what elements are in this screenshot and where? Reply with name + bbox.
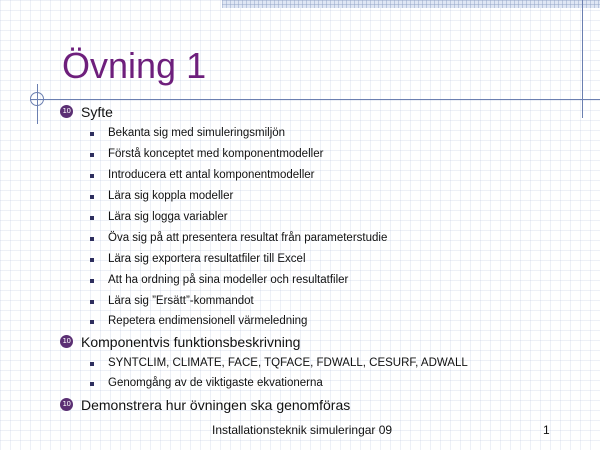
circled-ten-bullet-icon: 10 xyxy=(60,105,73,118)
list-item-text: Repetera endimensionell värmeledning xyxy=(108,315,308,327)
square-bullet-icon xyxy=(90,279,94,283)
square-bullet-icon xyxy=(90,362,94,366)
list-item-text: Lära sig exportera resultatfiler till Excel xyxy=(108,253,306,265)
square-bullet-icon xyxy=(90,258,94,262)
section-heading: Demonstrera hur övningen ska genomföras xyxy=(81,397,351,413)
list-item-text: SYNTCLIM, CLIMATE, FACE, TQFACE, FDWALL, CESURF, ADWALL xyxy=(108,357,468,369)
list-item-text: Lära sig ”Ersätt”-kommandot xyxy=(108,295,254,307)
footer-text: Installationsteknik simuleringar 09 xyxy=(212,423,393,437)
circled-ten-bullet-icon: 10 xyxy=(60,335,73,348)
list-item-text: Att ha ordning på sina modeller och resultatfiler xyxy=(108,274,349,286)
list-item-text: Genomgång av de viktigaste ekvationerna xyxy=(108,377,323,389)
section-heading: Komponentvis funktionsbeskrivning xyxy=(81,334,301,350)
list-item-text: Lära sig logga variabler xyxy=(108,211,228,223)
list-item-text: Lära sig koppla modeller xyxy=(108,190,234,202)
list-item-text: Öva sig på att presentera resultat från parameterstudie xyxy=(108,232,388,244)
square-bullet-icon xyxy=(90,153,94,157)
decorative-circle-icon xyxy=(30,92,44,106)
circled-ten-bullet-icon: 10 xyxy=(60,398,73,411)
page-number: 1 xyxy=(543,423,550,437)
section-heading: Syfte xyxy=(81,104,113,120)
square-bullet-icon xyxy=(90,320,94,324)
slide-title: Övning 1 xyxy=(62,45,207,86)
list-item-text: Introducera ett antal komponentmodeller xyxy=(108,169,315,181)
square-bullet-icon xyxy=(90,382,94,386)
decorative-grid-band xyxy=(222,0,600,8)
title-underline-rule xyxy=(30,99,600,100)
square-bullet-icon xyxy=(90,216,94,220)
decorative-vertical-rule xyxy=(582,0,583,118)
square-bullet-icon xyxy=(90,174,94,178)
square-bullet-icon xyxy=(90,237,94,241)
list-item-text: Förstå konceptet med komponentmodeller xyxy=(108,148,324,160)
square-bullet-icon xyxy=(90,195,94,199)
square-bullet-icon xyxy=(90,132,94,136)
list-item-text: Bekanta sig med simuleringsmiljön xyxy=(108,127,286,139)
square-bullet-icon xyxy=(90,300,94,304)
